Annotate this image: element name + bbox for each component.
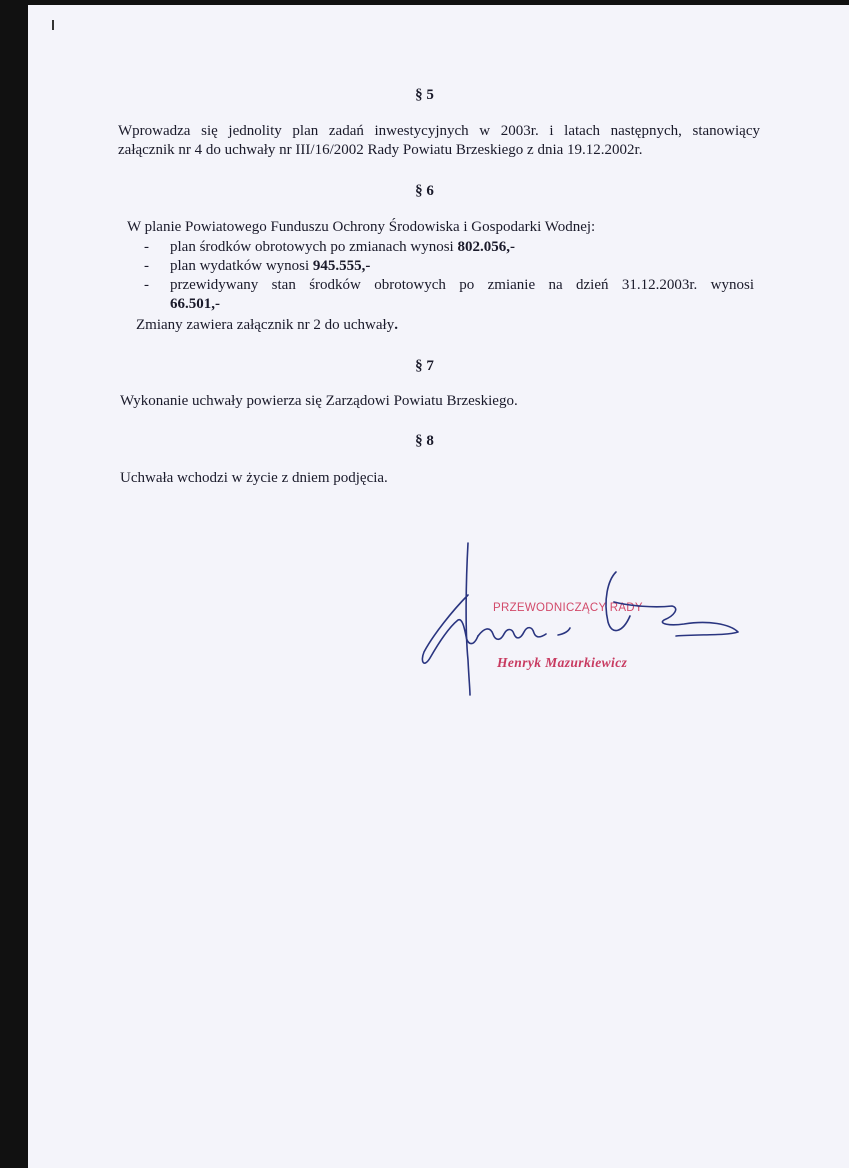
section-6-closing [136, 316, 398, 335]
section-8-text: Uchwała wchodzi w życie z dniem podjęcia. [120, 470, 388, 486]
section-6-heading: § 6 [415, 183, 434, 199]
list-item-text: plan wydatków wynosi [170, 258, 313, 274]
list-item-amount: 802.056,- [457, 239, 515, 255]
list-dash: - [144, 258, 149, 274]
section-5-heading: § 5 [415, 87, 434, 103]
list-item [144, 276, 754, 314]
list-item-amount: 945.555,- [312, 258, 371, 274]
list-item-text: przewidywany stan środków obrotowych po zmianie na dzień 31.12.2003r. wynosi [170, 277, 754, 293]
closing-dot: . [394, 317, 398, 333]
list-dash: - [144, 277, 149, 293]
section-6-list [144, 238, 754, 314]
list-item-text: plan środków obrotowych po zmianach wynosi [170, 239, 458, 255]
stamp-name: Henryk Mazurkiewicz [497, 655, 628, 670]
list-item [144, 257, 754, 276]
section-7-text: Wykonanie uchwały powierza się Zarządowi Powiatu Brzeskiego. [120, 393, 518, 409]
section-6-intro: W planie Powiatowego Funduszu Ochrony Środowiska i Gospodarki Wodnej: [127, 219, 596, 235]
list-dash: - [144, 239, 149, 255]
section-5-text-line2: załącznik nr 4 do uchwały nr III/16/2002 Rady Powiatu Brzeskiego z dnia 19.12.2002r. [118, 142, 643, 158]
handwritten-signature [418, 540, 768, 710]
section-8-heading: § 8 [415, 433, 434, 449]
closing-text: Zmiany zawiera załącznik nr 2 do uchwały [136, 317, 395, 333]
section-7-heading: § 7 [415, 358, 434, 374]
list-item-amount: 66.501,- [170, 296, 220, 312]
stamp-title: PRZEWODNICZĄCY RADY [493, 602, 643, 614]
list-item [144, 238, 754, 257]
section-5-text-line1: Wprowadza się jednolity plan zadań inwestycyjnych w 2003r. i latach następnych, stanowiący [118, 123, 760, 139]
scan-mark [52, 20, 54, 30]
